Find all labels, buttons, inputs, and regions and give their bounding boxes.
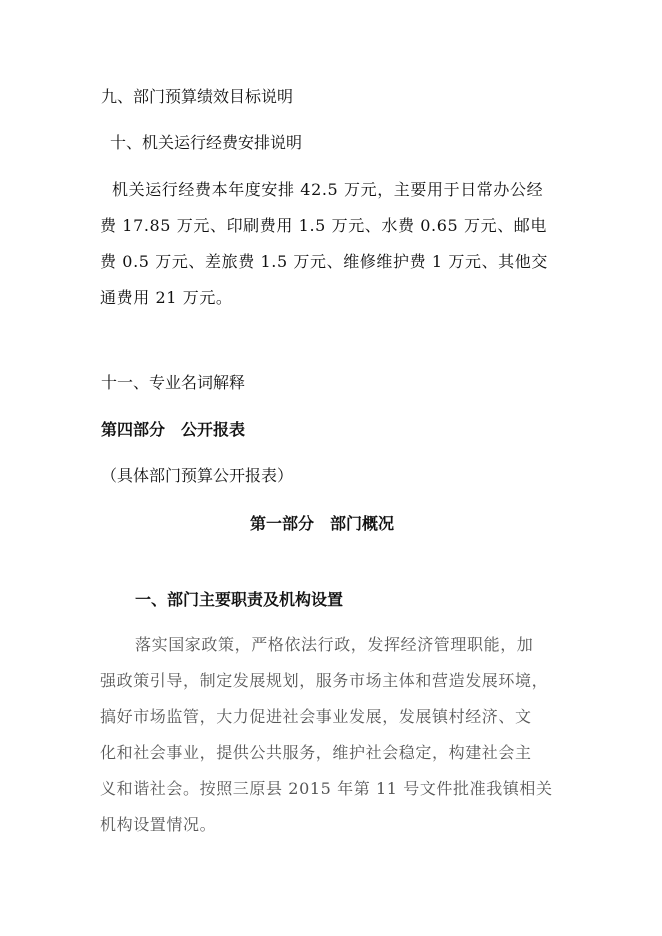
section-11-heading: 十一、专业名词解释 [101, 373, 246, 392]
body-line: 强政策引导，制定发展规划，服务市场主体和营造发展环境， [100, 671, 549, 690]
part-1-heading: 第一部分 部门概况 [250, 514, 395, 533]
body-line: 机关运行经费本年度安排 42.5 万元，主要用于日常办公经 [112, 180, 544, 199]
part-4-heading: 第四部分 公开报表 [101, 420, 246, 439]
body-line: 搞好市场监管，大力促进社会事业发展，发展镇村经济、文 [100, 707, 532, 726]
section-10-heading: 十、机关运行经费安排说明 [110, 133, 303, 152]
body-line: 费 0.5 万元、差旅费 1.5 万元、维修维护费 1 万元、其他交 [100, 252, 548, 271]
body-line: 通费用 21 万元。 [100, 288, 233, 307]
section-1-subheading: 一、部门主要职责及机构设置 [135, 590, 344, 609]
body-line: 化和社会事业，提供公共服务，维护社会稳定，构建社会主 [100, 743, 532, 762]
section-9-heading: 九、部门预算绩效目标说明 [101, 87, 294, 106]
body-line: 费 17.85 万元、印刷费用 1.5 万元、水费 0.65 万元、邮电 [100, 216, 547, 235]
body-line: 义和谐社会。按照三原县 2015 年第 11 号文件批准我镇相关 [100, 779, 553, 798]
part-4-note: （具体部门预算公开报表） [101, 466, 294, 485]
body-line: 机构设置情况。 [100, 815, 217, 834]
section-10-body [100, 172, 548, 316]
section-1-body [100, 627, 553, 843]
body-line: 落实国家政策，严格依法行政，发挥经济管理职能，加 [135, 635, 534, 654]
